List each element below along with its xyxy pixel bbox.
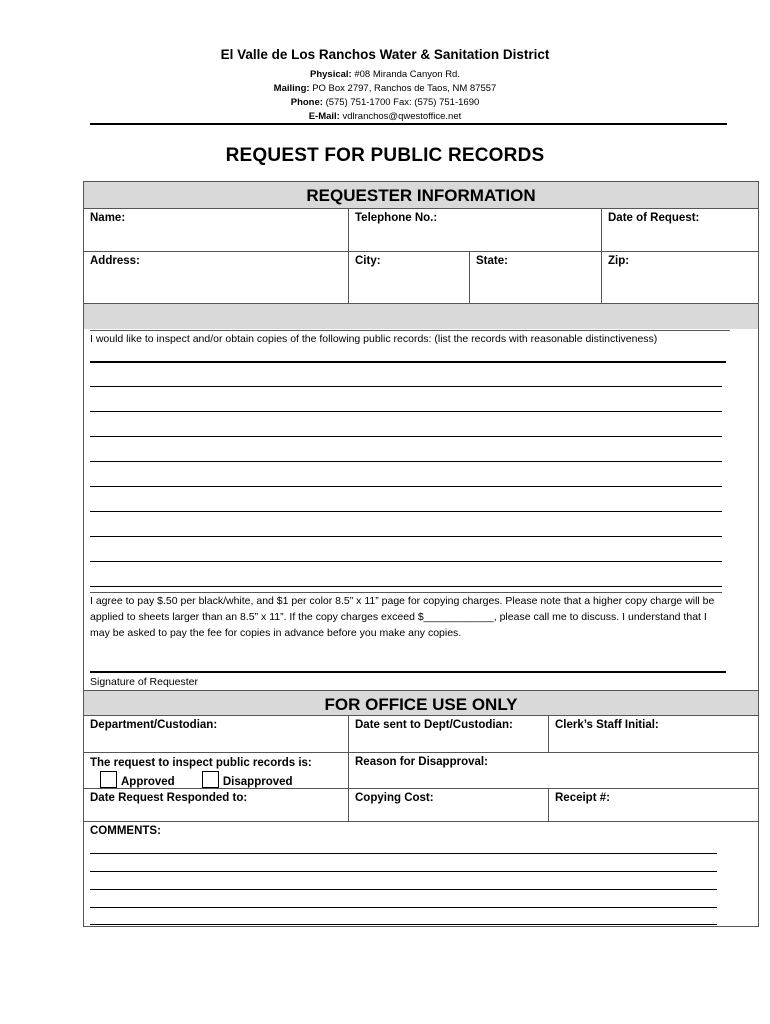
disapproved-label: Disapproved [222, 776, 293, 788]
comment-line[interactable] [90, 871, 717, 872]
physical-label: Physical: [310, 69, 352, 80]
zip-label: Zip: [608, 255, 630, 267]
signature-label: Signature of Requester [90, 676, 198, 688]
physical-value: #08 Miranda Canyon Rd. [354, 69, 460, 80]
approved-checkbox[interactable] [100, 771, 117, 788]
signature-line[interactable] [90, 671, 726, 673]
organization-name: El Valle de Los Ranchos Water & Sanitation District [220, 47, 550, 62]
comment-line[interactable] [90, 924, 717, 925]
receipt-field[interactable] [548, 788, 758, 821]
reason-field[interactable] [348, 752, 758, 788]
telephone-field[interactable] [348, 208, 601, 251]
record-line[interactable] [90, 536, 722, 537]
record-line[interactable] [90, 436, 722, 437]
comment-line[interactable] [90, 907, 717, 908]
request-status-field [84, 752, 348, 788]
date-responded-label: Date Request Responded to: [90, 792, 248, 804]
approved-label: Approved [121, 776, 175, 788]
city-field[interactable] [348, 251, 469, 303]
name-field[interactable] [84, 208, 348, 251]
office-section-title: FOR OFFICE USE ONLY [84, 690, 758, 716]
state-field[interactable] [469, 251, 601, 303]
city-label: City: [355, 255, 381, 267]
request-status-label: The request to inspect public records is: [90, 757, 312, 769]
requester-section-title: REQUESTER INFORMATION [84, 182, 758, 209]
date-sent-label: Date sent to Dept/Custodian: [355, 719, 513, 731]
record-line[interactable] [90, 586, 722, 587]
phone-line [0, 95, 770, 110]
mailing-address [0, 81, 770, 96]
email-value: vdlranchos@qwestoffice.net [342, 111, 462, 122]
date-responded-field[interactable] [84, 788, 348, 821]
department-label: Department/Custodian: [90, 719, 218, 731]
record-line[interactable] [90, 386, 722, 387]
copying-cost-label: Copying Cost: [355, 792, 434, 804]
phone-value: (575) 751-1700 Fax: (575) 751-1690 [325, 97, 480, 108]
telephone-label: Telephone No.: [355, 212, 438, 224]
reason-label: Reason for Disapproval: [355, 756, 488, 768]
name-label: Name: [90, 212, 126, 224]
clerk-initial-label: Clerk’s Staff Initial: [555, 719, 659, 731]
gray-separator-bar [84, 303, 758, 329]
records-top-rule [90, 361, 726, 363]
mailing-label: Mailing: [273, 83, 310, 94]
form-title: REQUEST FOR PUBLIC RECORDS [225, 145, 545, 166]
mailing-value: PO Box 2797, Ranchos de Taos, NM 87557 [312, 83, 497, 94]
comment-line[interactable] [90, 889, 717, 890]
record-line[interactable] [90, 461, 722, 462]
date-of-request-field[interactable] [601, 208, 758, 251]
address-label: Address: [90, 255, 140, 267]
email-label: E-Mail: [308, 111, 340, 122]
receipt-label: Receipt #: [555, 792, 610, 804]
record-line[interactable] [90, 511, 722, 512]
comment-line[interactable] [90, 853, 717, 854]
clerk-initial-field[interactable] [548, 715, 758, 752]
state-label: State: [476, 255, 508, 267]
records-instruction: I would like to inspect and/or obtain copies of the following public records: (list the records with reasonable distinctiveness) [90, 330, 730, 347]
record-line[interactable] [90, 411, 722, 412]
header-divider [90, 123, 727, 125]
physical-address [0, 67, 770, 82]
phone-label: Phone: [290, 97, 323, 108]
department-field[interactable] [84, 715, 348, 752]
record-line[interactable] [90, 486, 722, 487]
address-field[interactable] [84, 251, 348, 303]
agreement-text: I agree to pay $.50 per black/white, and $1 per color 8.5” x 11” page for copying charges. Please note that a higher copy charge will be applied to sheets larger than an 8.5” x 11”. If the copy charges exceed $____________, please call me to discuss. I understand that I may be asked to pay the fee for copies in advance before you make any copies. [90, 592, 722, 641]
date-sent-field[interactable] [348, 715, 548, 752]
comments-heading [84, 821, 758, 841]
record-line[interactable] [90, 561, 722, 562]
zip-field[interactable] [601, 251, 758, 303]
comments-label: COMMENTS: [90, 825, 161, 837]
copying-cost-field[interactable] [348, 788, 548, 821]
disapproved-checkbox[interactable] [202, 771, 219, 788]
email-line [0, 109, 770, 124]
date-of-request-label: Date of Request: [608, 212, 700, 224]
